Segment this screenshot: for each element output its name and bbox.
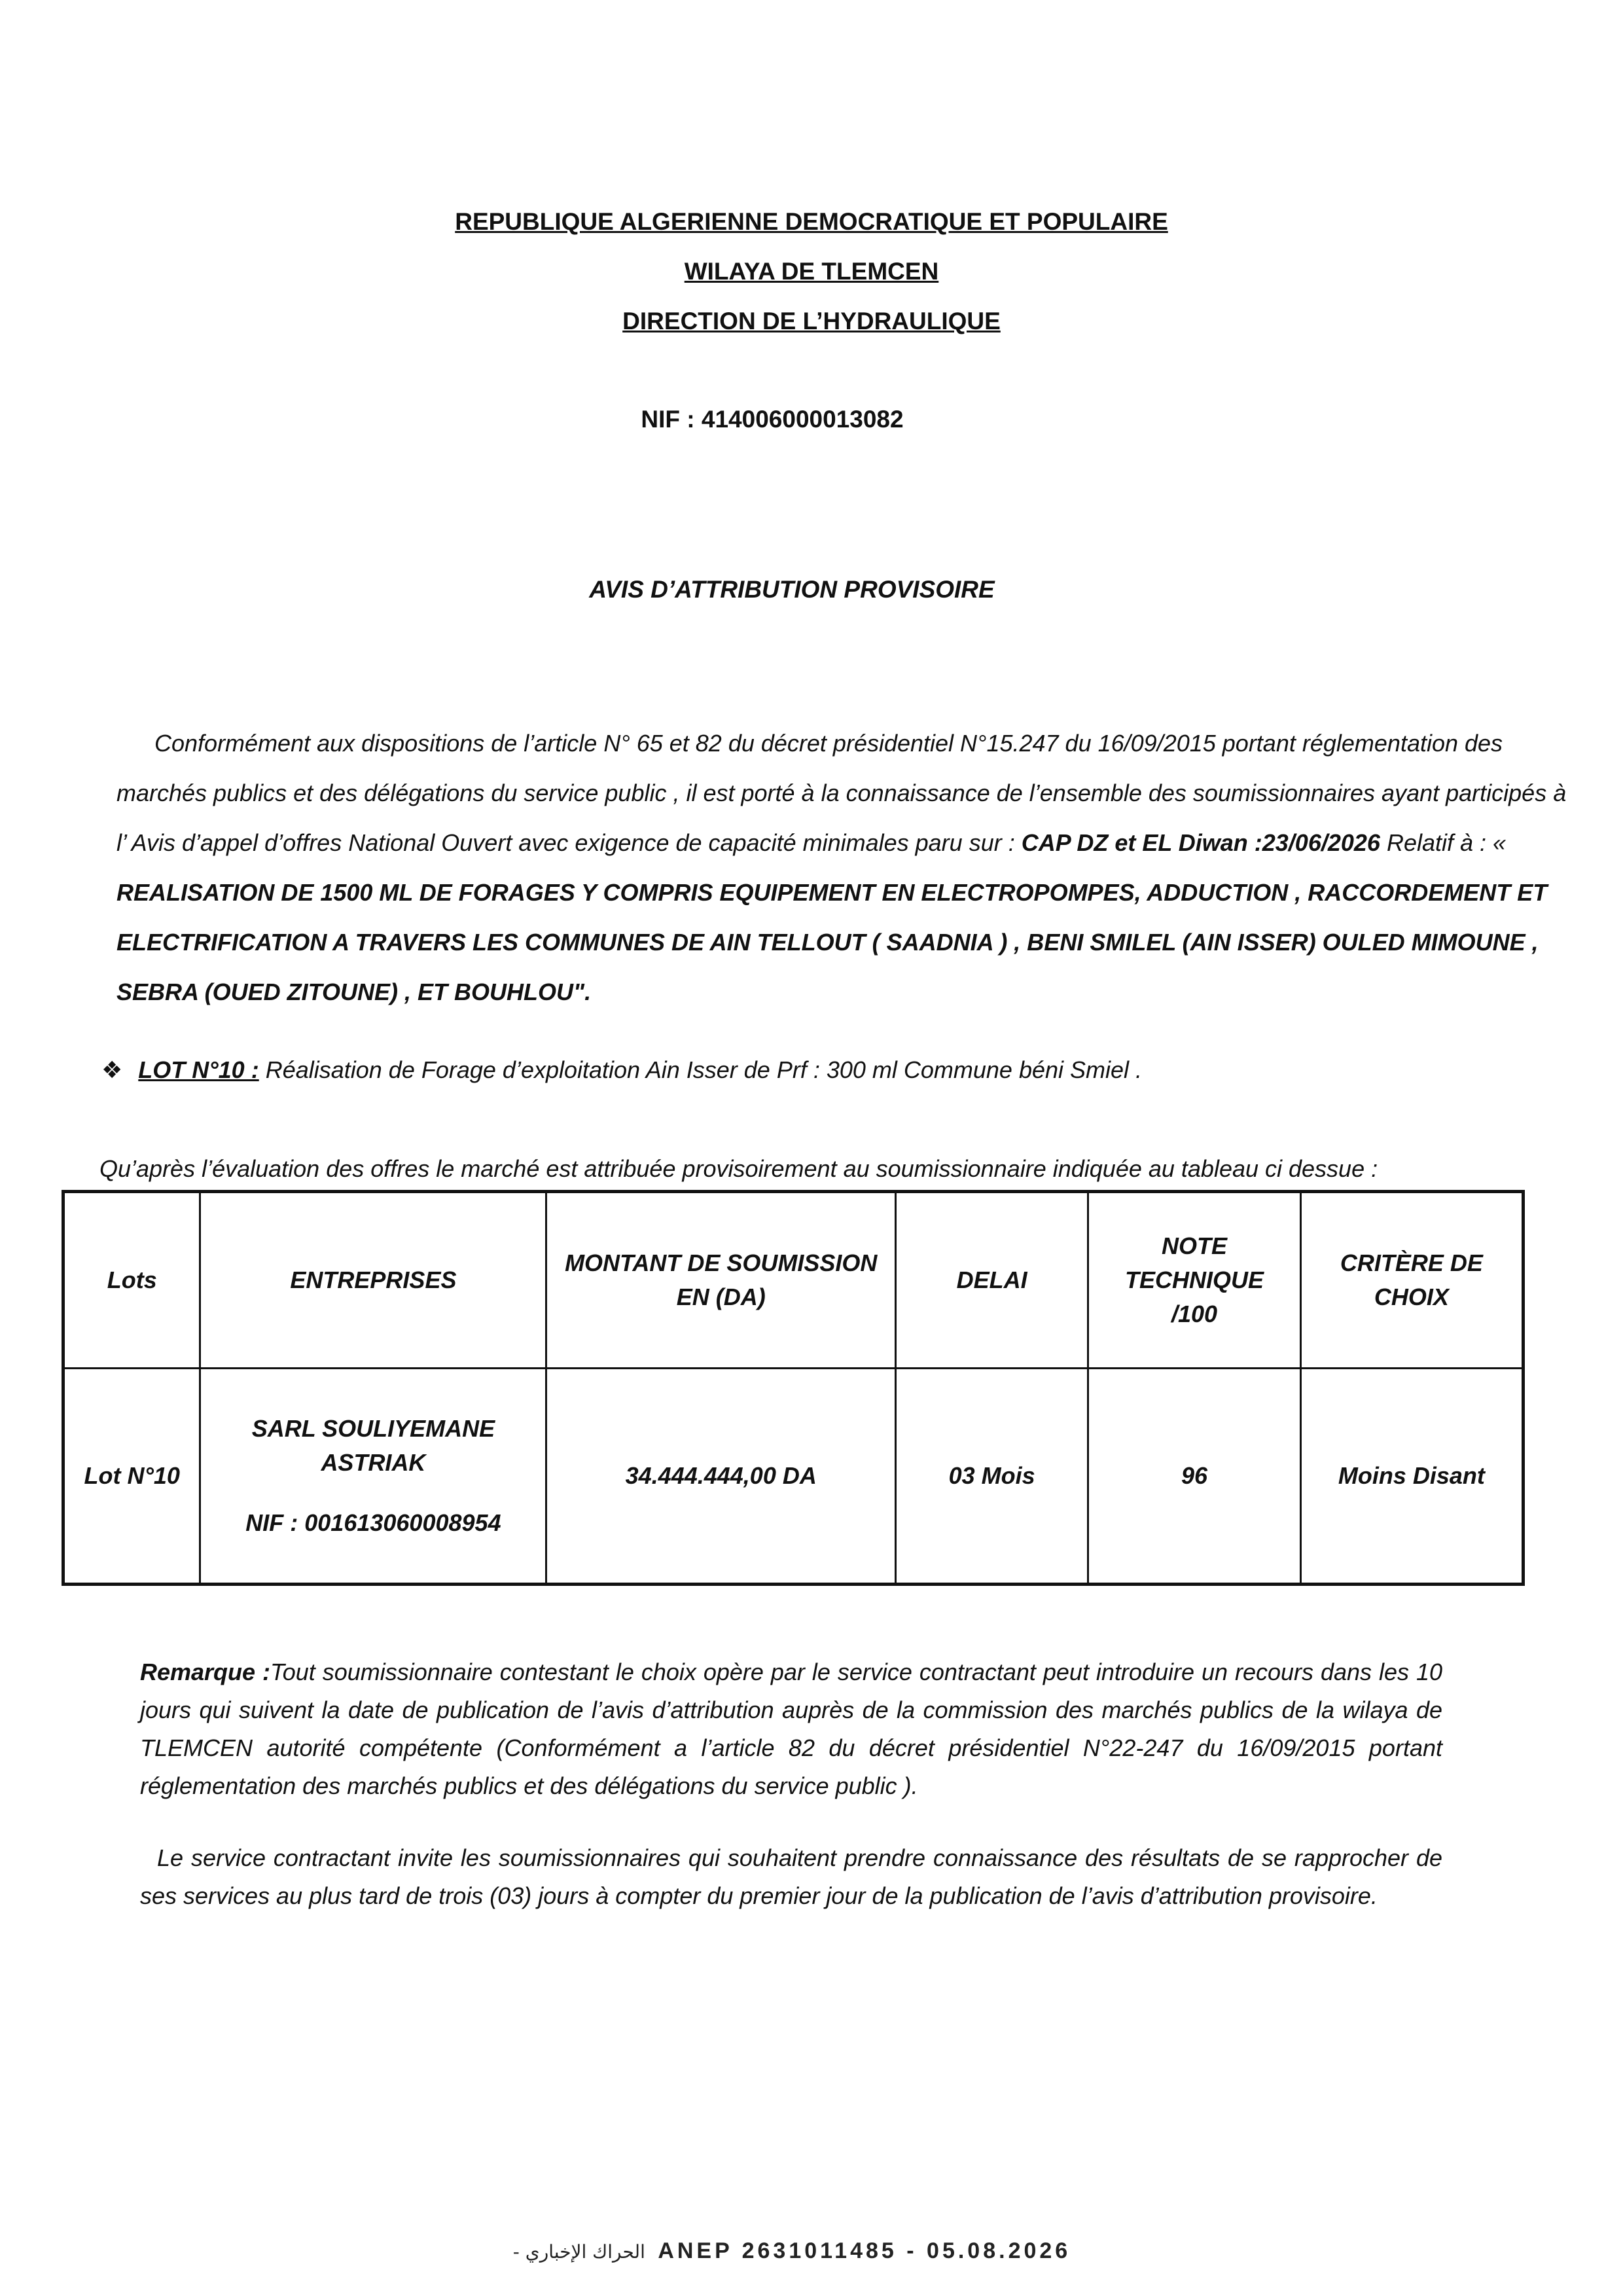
footer bbox=[0, 2238, 1584, 2264]
cell-delai: 03 Mois bbox=[896, 1369, 1088, 1585]
cell-entreprise bbox=[200, 1369, 546, 1585]
header-delai: DELAI bbox=[896, 1192, 1088, 1369]
cell-critere: Moins Disant bbox=[1300, 1369, 1523, 1585]
evaluation-text: Qu’après l’évaluation des offres le marché est attribuée provisoirement au soumissionnaire indiquée au tableau ci dessue : bbox=[99, 1155, 1378, 1182]
table-row bbox=[63, 1369, 1524, 1585]
header-wilaya: WILAYA DE TLEMCEN bbox=[684, 258, 939, 285]
cell-entreprise-nif: NIF : 001613060008954 bbox=[245, 1509, 501, 1536]
header-note-line3: /100 bbox=[1171, 1300, 1218, 1327]
invitation-text: Le service contractant invite les soumissionnaires qui souhaitent prendre connaissance des résultats de se rapprocher de ses services au plus tard de trois (03) jours à compter du premier jour de la publication de l’avis d’attribution provisoire. bbox=[140, 1844, 1442, 1909]
intro-text-1: Conformément aux dispositions de l’article N° 65 et 82 du décret présidentiel N°15.247 du 16/09/2015 portant réglementation des marchés publics et des délégations du service public , il est porté à la connaissance de l’ensemble des soumissionnaires ayant participés à l’ Avis d’appel d’offres National Ouvert avec exigence de capacité minimales paru sur : bbox=[116, 730, 1567, 856]
header-entreprises: ENTREPRISES bbox=[200, 1192, 546, 1369]
cell-lot: Lot N°10 bbox=[63, 1369, 200, 1585]
header-note-line2: TECHNIQUE bbox=[1124, 1266, 1264, 1293]
remark-text: Tout soumissionnaire contestant le choix opère par le service contractant peut introduire un recours dans les 10 jours qui suivent la date de publication de l’avis d’attribution auprès de la commission des marchés publics de la wilaya de TLEMCEN autorité compétente (Conformément a l’article 82 du décret présidentiel N°22-247 du 16/09/2015 portant réglementation des marchés publics et des délégations du service public ). bbox=[140, 1659, 1442, 1799]
header-critere-line1: CRITÈRE DE bbox=[1340, 1249, 1483, 1276]
cell-entreprise-name: SARL SOULIYEMANE ASTRIAK bbox=[251, 1415, 495, 1476]
header-critere-line2: CHOIX bbox=[1374, 1283, 1449, 1310]
intro-paragraph bbox=[116, 719, 1571, 1017]
header-note bbox=[1088, 1192, 1301, 1369]
remark-paragraph bbox=[140, 1653, 1442, 1805]
diamond-bullet-icon: ❖ bbox=[101, 1056, 123, 1083]
cell-montant: 34.444.444,00 DA bbox=[546, 1369, 896, 1585]
intro-project-title: REALISATION DE 1500 ML DE FORAGES Y COMPRIS EQUIPEMENT EN ELECTROPOMPES, ADDUCTION , RACCORDEMENT ET ELECTRIFICATION A TRAVERS LES COMMUNES DE AIN TELLOUT ( SAADNIA ) , BENI SMILEL (AIN ISSER) OULED MIMOUNE , SEBRA (OUED ZITOUNE) , ET BOUHLOU". bbox=[116, 879, 1548, 1005]
footer-newspaper: الحراك الإخباري - bbox=[512, 2241, 645, 2263]
footer-anep-reference: ANEP 2631011485 - 05.08.2026 bbox=[658, 2238, 1071, 2263]
header-critere bbox=[1300, 1192, 1523, 1369]
header-republic: REPUBLIQUE ALGERIENNE DEMOCRATIQUE ET POPULAIRE bbox=[455, 208, 1168, 235]
header-nif: NIF : 414006000013082 bbox=[641, 406, 904, 433]
lot-line bbox=[101, 1056, 1142, 1084]
header-note-line1: NOTE bbox=[1161, 1232, 1227, 1259]
header-lots: Lots bbox=[63, 1192, 200, 1369]
table-header-row bbox=[63, 1192, 1524, 1369]
header-montant bbox=[546, 1192, 896, 1369]
document-title: AVIS D’ATTRIBUTION PROVISOIRE bbox=[589, 576, 995, 603]
cell-note: 96 bbox=[1088, 1369, 1301, 1585]
remark-label: Remarque : bbox=[140, 1659, 271, 1685]
lot-description: Réalisation de Forage d’exploitation Ain Isser de Prf : 300 ml Commune béni Smiel . bbox=[259, 1056, 1143, 1083]
lot-label: LOT N°10 : bbox=[138, 1056, 259, 1083]
header-direction: DIRECTION DE L’HYDRAULIQUE bbox=[622, 308, 1001, 334]
intro-publication: CAP DZ et EL Diwan :23/06/2026 bbox=[1021, 829, 1380, 856]
header-montant-line1: MONTANT DE SOUMISSION bbox=[565, 1249, 878, 1276]
results-table bbox=[62, 1190, 1525, 1586]
header-montant-line2: EN (DA) bbox=[676, 1283, 766, 1310]
invitation-paragraph bbox=[140, 1839, 1442, 1915]
intro-text-2: Relatif à : « bbox=[1380, 829, 1507, 856]
